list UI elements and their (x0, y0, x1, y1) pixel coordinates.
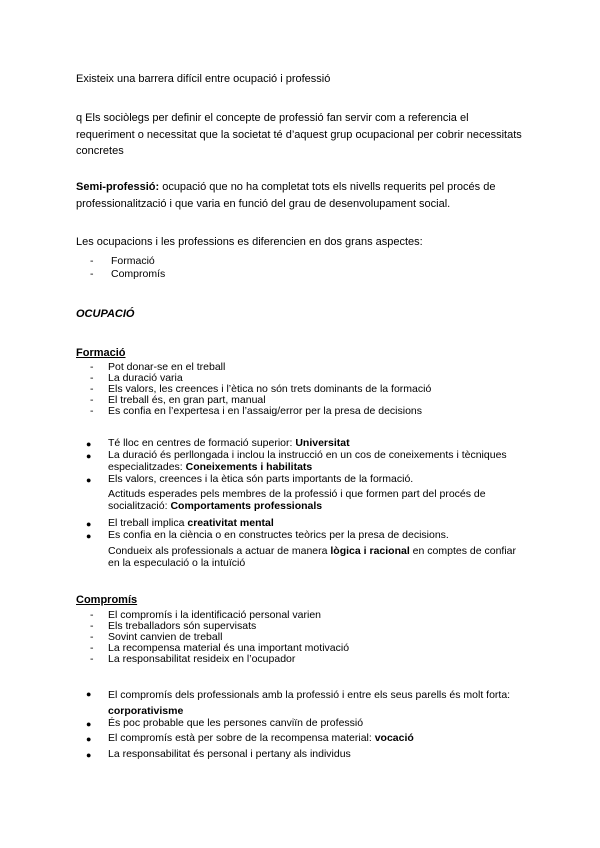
formacio-dash-item: La duració varia (108, 372, 183, 384)
formacio-dash-item: Es confia en l’expertesa i en l’assaig/error per la presa de decisions (108, 405, 423, 417)
formacio-bullet-5-note: Condueix als professionals a actuar de manera lògica i racional en comptes de confiar en la especulació o la intuïció (108, 545, 516, 569)
formacio-dash-item: El treball és, en gran part, manual (108, 394, 266, 406)
bullet-marker: ● (86, 519, 92, 529)
compromis-dash-item: La recompensa material és una important motivació (108, 642, 350, 654)
dash-marker: - (90, 620, 94, 632)
bullet-marker: ● (86, 734, 92, 744)
compromis-bullet-3: El compromís està per sobre de la recompensa material: vocació (108, 732, 414, 744)
compromis-heading: Compromís (76, 594, 138, 606)
dash-marker: - (90, 268, 94, 280)
formacio-bullet-5: Es confia en la ciència o en constructes teòrics per la presa de decisions. (108, 529, 449, 541)
formacio-bullet-3-note: Actituds esperades pels membres de la professió i que formen part del procés de socialització: Comportaments professionals (108, 488, 486, 512)
dash-marker: - (90, 383, 94, 395)
formacio-bullet-3: Els valors, creences i la ètica són parts importants de la formació. (108, 473, 414, 485)
dash-marker: - (90, 405, 94, 417)
compromis-dash-item: Sovint canvien de treball (108, 631, 223, 643)
formacio-bullet-4: El treball implica creativitat mental (108, 517, 274, 529)
dash-marker: - (90, 394, 94, 406)
formacio-bullet-1: Té lloc en centres de formació superior: Universitat (108, 437, 350, 449)
dash-marker: - (90, 609, 94, 621)
aspects-intro: Les ocupacions i les professions es diferencien en dos grans aspectes: (76, 236, 423, 248)
bullet-marker: ● (86, 475, 92, 485)
semi-professio-definition: ocupació que no ha completat tots els nivells requerits pel procés de professionalització i que varia en funció del grau de desenvolupament social. (76, 181, 496, 210)
bullet-marker: ● (86, 439, 92, 449)
bullet-marker: ● (86, 719, 92, 729)
formacio-bullet-2: La duració és perllongada i inclou la instrucció en un cos de coneixements i tècniques especialitzades: Coneixements i habilitats (108, 449, 507, 473)
aspect-item-formacio: Formació (111, 255, 155, 267)
ocupacio-title: OCUPACIÓ (76, 308, 135, 320)
dash-marker: - (90, 255, 94, 267)
dash-marker: - (90, 372, 94, 384)
intro-paragraph: Existeix una barrera difícil entre ocupació i professió (76, 73, 331, 85)
dash-marker: - (90, 631, 94, 643)
sociologists-paragraph: q Els sociòlegs per definir el concepte de professió fan servir com a referencia el requeriment o necessitat que la societat té d’aquest grup ocupacional per cobrir necessitats concretes (76, 112, 522, 157)
semi-professio-term: Semi-professió: (76, 181, 160, 193)
compromis-bullet-2: És poc probable que les persones canviïn de professió (108, 717, 364, 729)
semi-professio-paragraph (76, 179, 526, 212)
compromis-dash-item: El compromís i la identificació personal varien (108, 609, 322, 621)
bullet-marker: ● (86, 451, 92, 461)
formacio-heading: Formació (76, 347, 126, 359)
formacio-dash-item: Pot donar-se en el treball (108, 361, 226, 373)
dash-marker: - (90, 642, 94, 654)
dash-marker: - (90, 361, 94, 373)
compromis-bullet-4: La responsabilitat és personal i pertany als individus (108, 748, 351, 760)
formacio-dash-item: Els valors, les creences i l’ètica no són trets dominants de la formació (108, 383, 432, 395)
compromis-bullet-1: El compromís dels professionals amb la professió i entre els seus parells és molt forta: corporativisme (108, 689, 511, 717)
dash-marker: - (90, 653, 94, 665)
bullet-marker: ● (86, 531, 92, 541)
bullet-marker: ● (86, 750, 92, 760)
bullet-marker: ● (86, 689, 92, 699)
compromis-dash-item: Els treballadors són supervisats (108, 620, 257, 632)
compromis-dash-item: La responsabilitat resideix en l’ocupador (108, 653, 296, 665)
aspect-item-compromis: Compromís (111, 268, 166, 280)
